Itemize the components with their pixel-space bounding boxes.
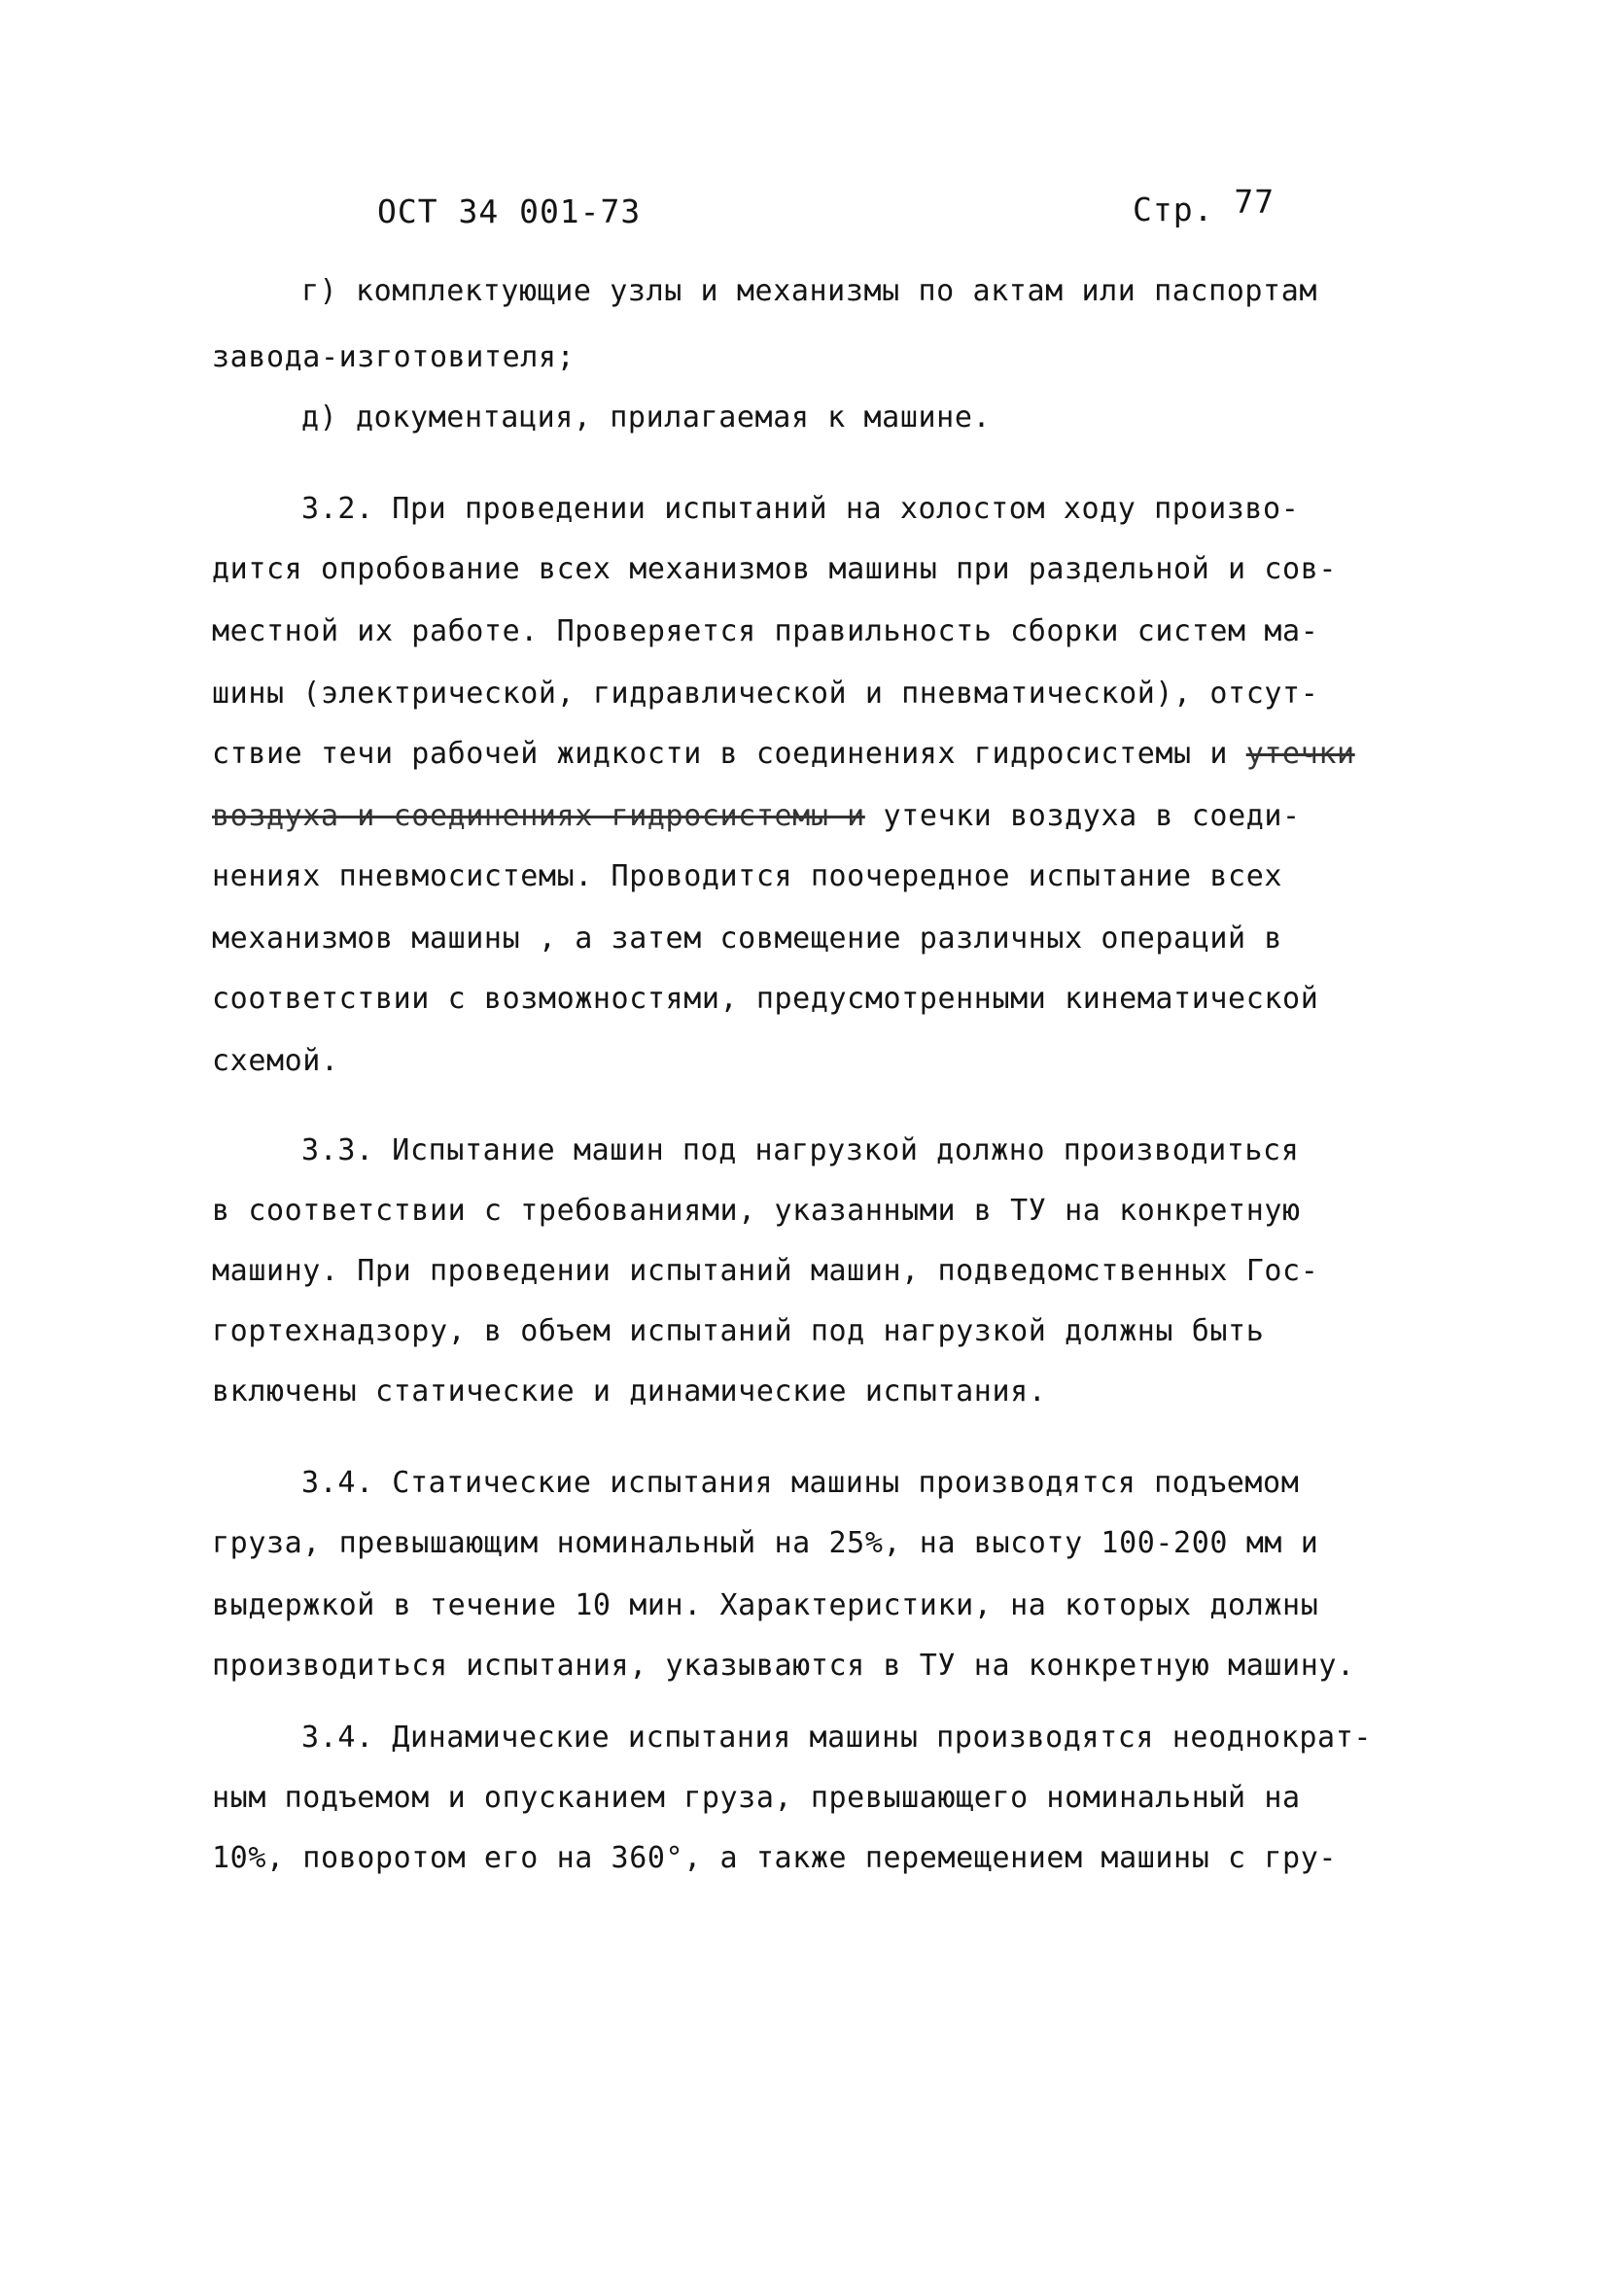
document-code: ОСТ 34 001-73 xyxy=(377,192,642,230)
text-line: соответствии с возможностями, предусмотренными кинематической xyxy=(212,982,1319,1016)
text-line: производиться испытания, указываются в ТУ на конкретную машину. xyxy=(212,1649,1355,1683)
page-header xyxy=(1133,183,1276,228)
text-line: механизмов машины , а затем совмещение различных операций в xyxy=(212,922,1283,956)
text-line: выдержкой в течение 10 мин. Характеристики, на которых должны xyxy=(212,1588,1319,1622)
text-segment: ствие течи рабочей жидкости в соединениях гидросистемы и xyxy=(212,737,1229,771)
text-line: г) комплектующие узлы и механизмы по актам или паспортам xyxy=(301,274,1318,308)
text-line: 3.4. Статические испытания машины производятся подъемом xyxy=(301,1466,1300,1500)
struck-out-text: воздуха и соединениях гидросистемы и xyxy=(212,799,865,833)
text-line: нениях пневмосистемы. Проводится поочередное испытание всех xyxy=(212,859,1283,893)
text-line: схемой. xyxy=(212,1044,339,1078)
text-line: 3.4. Динамические испытания машины производятся неоднократ- xyxy=(301,1721,1373,1755)
text-line: шины (электрической, гидравлической и пневматической), отсут- xyxy=(212,677,1319,711)
text-line: 3.2. При проведении испытаний на холостом ходу произво- xyxy=(301,492,1300,526)
text-line: груза, превышающим номинальный на 25%, на высоту 100-200 мм и xyxy=(212,1526,1319,1560)
struck-out-text: утечки xyxy=(1245,737,1355,771)
page-label: Стр. xyxy=(1133,191,1214,228)
text-line: завода-изготовителя; xyxy=(212,340,576,374)
text-line: машину. При проведении испытаний машин, подведомственных Гос- xyxy=(212,1254,1319,1288)
text-line xyxy=(212,799,1301,833)
text-line: включены статические и динамические испытания. xyxy=(212,1374,1047,1409)
text-line: ным подъемом и опусканием груза, превышающего номинальный на xyxy=(212,1781,1301,1815)
text-line: местной их работе. Проверяется правильность сборки систем ма- xyxy=(212,614,1319,648)
text-line: гортехнадзору, в объем испытаний под нагрузкой должны быть xyxy=(212,1314,1265,1348)
text-line: 10%, поворотом его на 360°, а также перемещением машины с гру- xyxy=(212,1841,1338,1875)
text-line: дится опробование всех механизмов машины при раздельной и сов- xyxy=(212,552,1338,586)
text-segment: утечки воздуха в соеди- xyxy=(883,799,1301,833)
text-line xyxy=(212,737,1355,771)
page-number: 77 xyxy=(1234,183,1276,221)
text-line: в соответствии с требованиями, указанными в ТУ на конкретную xyxy=(212,1194,1301,1228)
text-line: 3.3. Испытание машин под нагрузкой должно производиться xyxy=(301,1133,1300,1167)
text-line: д) документация, прилагаемая к машине. xyxy=(301,400,992,435)
